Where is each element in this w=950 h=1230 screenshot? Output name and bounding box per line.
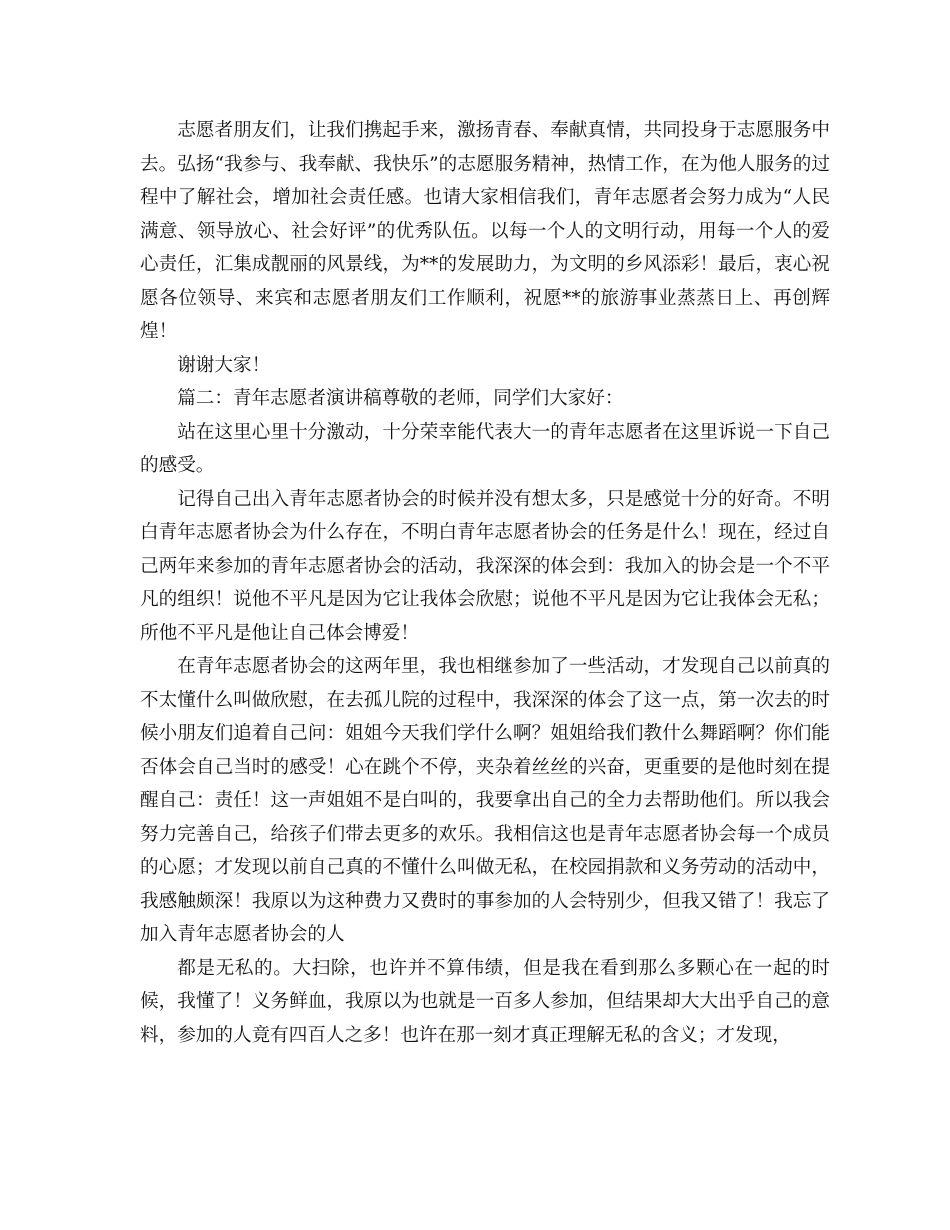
paragraph: 志愿者朋友们，让我们携起手来，激扬青春、奉献真情，共同投身于志愿服务中去。弘扬“我参与、我奉献、我快乐”的志愿服务精神，热情工作，在为他人服务的过程中了解社会，增加社会责任感。也请大家相信我们，青年志愿者会努力成为“人民满意、领导放心、社会好评”的优秀队伍。以每一个人的文明行动，用每一个人的爱心责任，汇集成靓丽的风景线，为**的发展助力，为文明的乡风添彩！最后，衷心祝愿各位领导、来宾和志愿者朋友们工作顺利，祝愿**的旅游事业蒸蒸日上、再创辉煌！ xyxy=(140,120,830,342)
paragraph: 在青年志愿者协会的这两年里，我也相继参加了一些活动，才发现自己以前真的不太懂什么叫做欣慰，在去孤儿院的过程中，我深深的体会了这一点，第一次去的时候小朋友们追着自己问：姐姐今天我们学什么啊？姐姐给我们教什么舞蹈啊？你们能否体会自己当时的感受！心在跳个不停，夹杂着丝丝的兴奋，更重要的是他时刻在提醒自己：责任！这一声姐姐不是白叫的，我要拿出自己的全力去帮助他们。所以我会努力完善自己，给孩子们带去更多的欢乐。我相信这也是青年志愿者协会每一个成员的心愿；才发现以前自己真的不懂什么叫做无私，在校园捐款和义务劳动的活动中，我感触颇深！我原以为这种费力又费时的事参加的人会特别少，但我又错了！我忘了加入青年志愿者协会的人 xyxy=(140,656,830,945)
paragraph: 篇二：青年志愿者演讲稿尊敬的老师，同学们大家好： xyxy=(177,388,624,409)
paragraph: 记得自己出入青年志愿者协会的时候并没有想太多，只是感觉十分的好奇。不明白青年志愿者协会为什么存在，不明白青年志愿者协会的任务是什么！现在，经过自己两年来参加的青年志愿者协会的活动，我深深的体会到：我加入的协会是一个不平凡的组织！说他不平凡是因为它让我体会欣慰；说他不平凡是因为它让我体会无私；所他不平凡是他让自己体会博爱！ xyxy=(140,488,830,644)
paragraph: 谢谢大家！ xyxy=(177,354,271,376)
paragraph: 都是无私的。大扫除，也许并不算伟绩，但是我在看到那么多颗心在一起的时候，我懂了！义务鲜血，我原以为也就是一百多人参加，但结果却大大出乎自己的意料，参加的人竟有四百人之多！也许在那一刻才真正理解无私的含义；才发现， xyxy=(140,957,830,1046)
paragraph: 站在这里心里十分激动，十分荣幸能代表大一的青年志愿者在这里诉说一下自己的感受。 xyxy=(140,421,830,476)
document-body xyxy=(140,114,830,1052)
